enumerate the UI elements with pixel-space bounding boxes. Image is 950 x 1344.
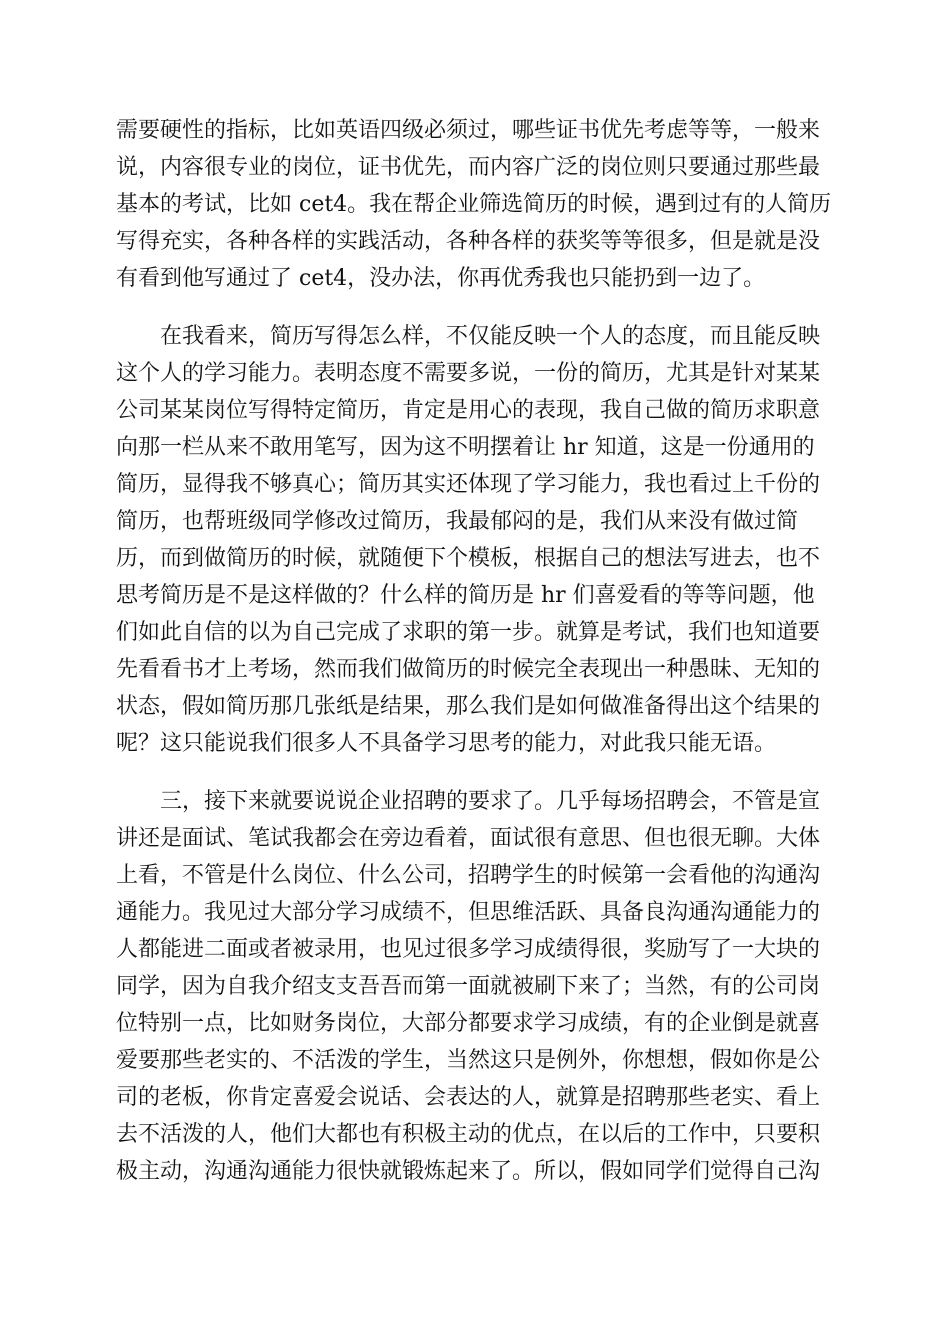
text-line: 向那一栏从来不敢用笔写，因为这不明摆着让 hr 知道，这是一份通用的 [116,435,815,460]
text-line: 状态，假如简历那几张纸是结果，那么我们是如何做准备得出这个结果的 [116,694,821,719]
text-line: 这个人的学习能力。表明态度不需要多说，一份的简历，尤其是针对某某 [116,361,821,386]
text-line: 思考简历是不是这样做的？什么样的简历是 hr 们喜爱看的等等问题，他 [116,583,815,608]
text-line: 简历，显得我不够真心；简历其实还体现了学习能力，我也看过上千份的 [116,472,821,497]
text-line: 同学，因为自我介绍支支吾吾而第一面就被刷下来了；当然，有的公司岗 [116,974,821,999]
text-line: 讲还是面试、笔试我都会在旁边看着，面试很有意思、但也很无聊。大体 [116,826,821,851]
text-line: 们如此自信的以为自己完成了求职的第一步。就算是考试，我们也知道要 [116,620,821,645]
text-line: 三，接下来就要说说企业招聘的要求了。几乎每场招聘会，不管是宣 [116,789,821,814]
paragraph-3 [116,783,836,1190]
paragraph-2 [116,318,836,762]
text-line: 先看看书才上考场，然而我们做简历的时候完全表现出一种愚昧、无知的 [116,657,821,682]
text-line: 司的老板，你肯定喜爱会说话、会表达的人，就算是招聘那些老实、看上 [116,1085,821,1110]
text-line: 公司某某岗位写得特定简历，肯定是用心的表现，我自己做的简历求职意 [116,398,821,423]
paragraph-1 [116,112,836,297]
paragraph-spacer [116,297,836,318]
text-line: 位特别一点，比如财务岗位，大部分都要求学习成绩，有的企业倒是就喜 [116,1011,821,1036]
text-line: 写得充实，各种各样的实践活动，各种各样的获奖等等很多，但是就是没 [116,229,821,254]
text-line: 基本的考试，比如 cet4。我在帮企业筛选简历的时候，遇到过有的人简历 [116,192,832,217]
text-line: 说，内容很专业的岗位，证书优先，而内容广泛的岗位则只要通过那些最 [116,155,821,180]
text-line: 历，而到做简历的时候，就随便下个模板，根据自己的想法写进去，也不 [116,546,821,571]
text-line: 需要硬性的指标，比如英语四级必须过，哪些证书优先考虑等等，一般来 [116,118,821,143]
text-line: 去不活泼的人，他们大都也有积极主动的优点，在以后的工作中，只要积 [116,1122,821,1147]
text-line: 呢？这只能说我们很多人不具备学习思考的能力，对此我只能无语。 [116,731,777,756]
text-line: 有看到他写通过了 cet4，没办法，你再优秀我也只能扔到一边了。 [116,266,766,291]
text-line: 极主动，沟通沟通能力很快就锻炼起来了。所以，假如同学们觉得自己沟 [116,1159,821,1184]
paragraph-spacer [116,762,836,783]
text-line: 人都能进二面或者被录用，也见过很多学习成绩得很，奖励写了一大块的 [116,937,821,962]
document-body [116,112,836,1190]
text-line: 爱要那些老实的、不活泼的学生，当然这只是例外，你想想，假如你是公 [116,1048,821,1073]
text-line: 通能力。我见过大部分学习成绩不，但思维活跃、具备良沟通沟通能力的 [116,900,821,925]
text-line: 在我看来，简历写得怎么样，不仅能反映一个人的态度，而且能反映 [116,324,821,349]
text-line: 简历，也帮班级同学修改过简历，我最郁闷的是，我们从来没有做过简 [116,509,799,534]
text-line: 上看，不管是什么岗位、什么公司，招聘学生的时候第一会看他的沟通沟 [116,863,821,888]
